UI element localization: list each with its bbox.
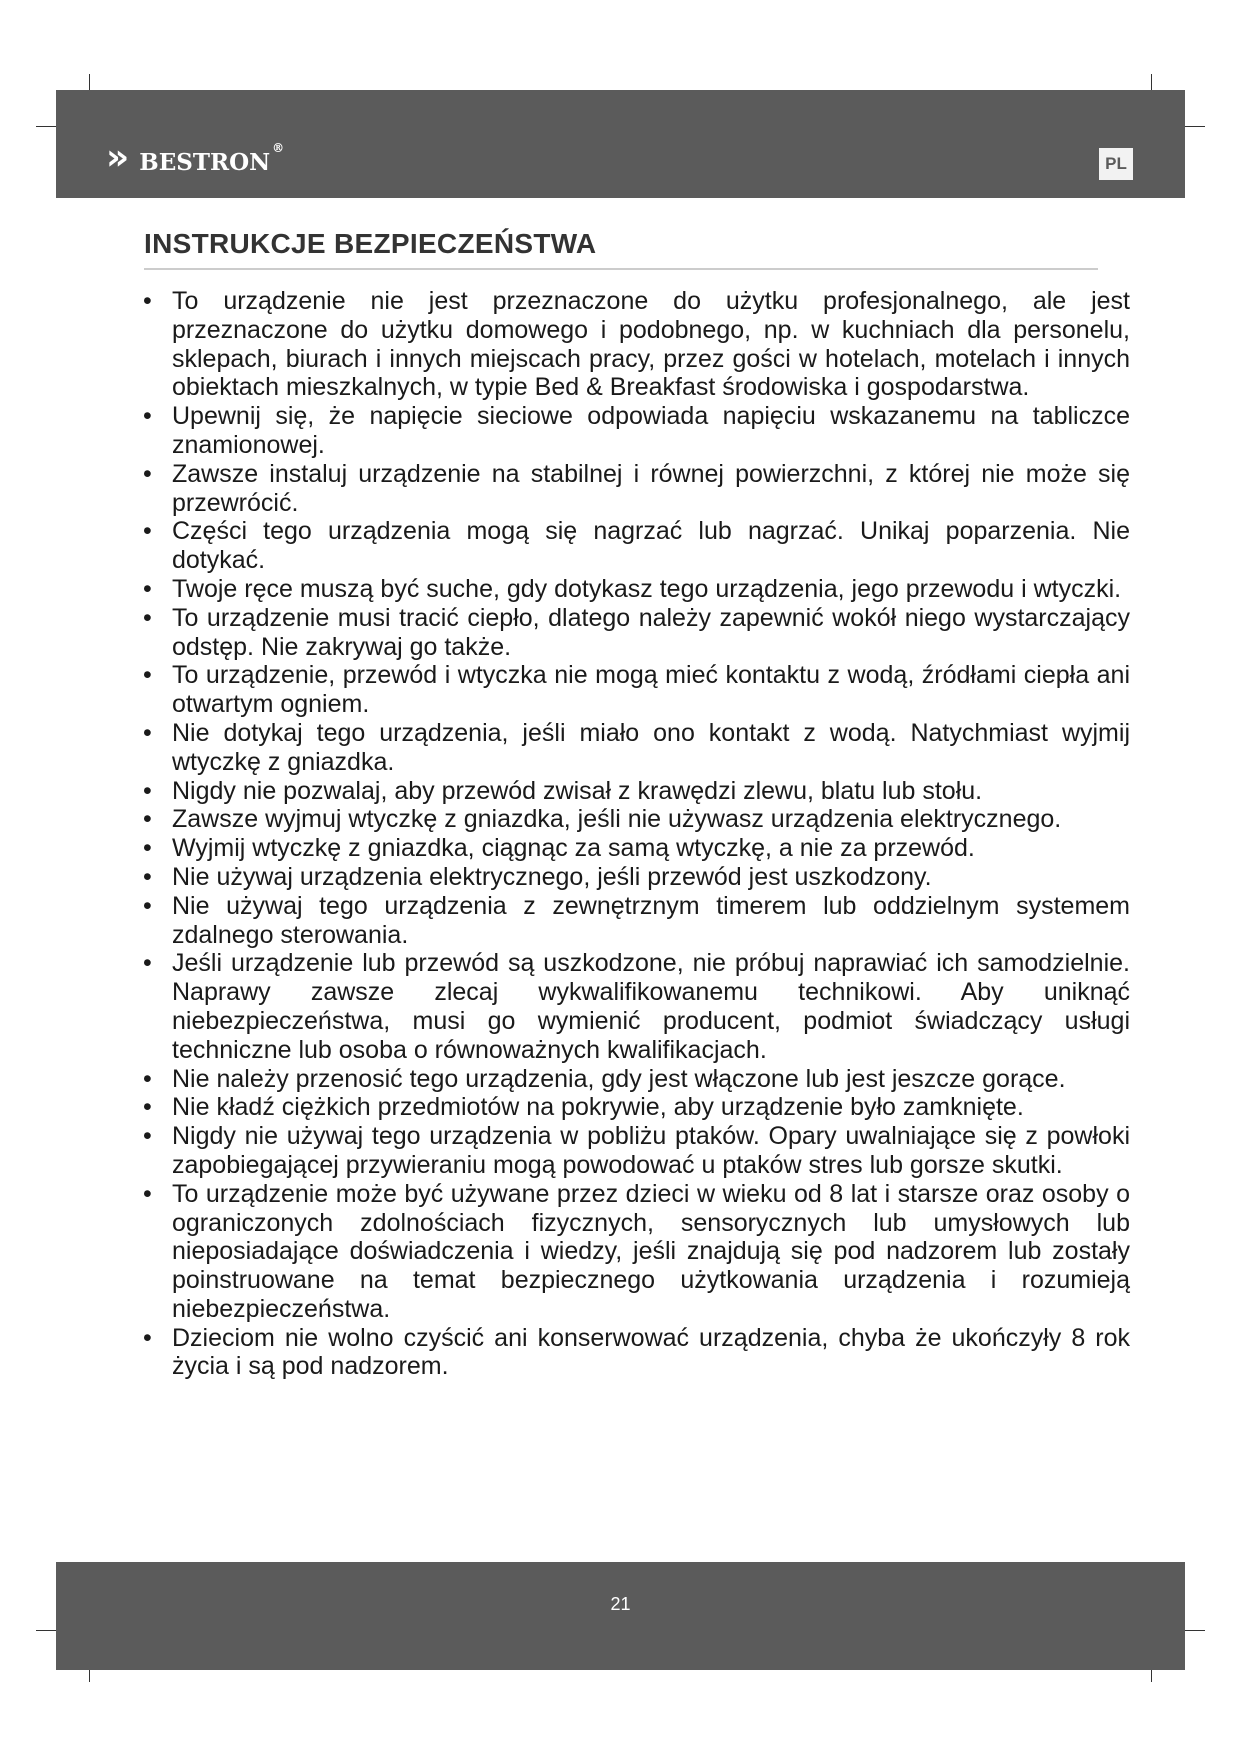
list-item: • Części tego urządzenia mogą się nagrzać lub nagrzać. Unikaj poparzenia. Nie dotykać. bbox=[140, 517, 1130, 575]
list-item: • Nigdy nie używaj tego urządzenia w pobliżu ptaków. Opary uwalniające się z powłoki zapobiegającej przywieraniu mogą powodować u ptaków stres lub gorsze skutki. bbox=[140, 1122, 1130, 1180]
brand-text: bestron bbox=[139, 138, 271, 178]
list-item: • Twoje ręce muszą być suche, gdy dotykasz tego urządzenia, jego przewodu i wtyczki. bbox=[140, 575, 1130, 604]
list-item: • To urządzenie, przewód i wtyczka nie mogą mieć kontaktu z wodą, źródłami ciepła ani otwartym ogniem. bbox=[140, 661, 1130, 719]
page-number: 21 bbox=[610, 1594, 631, 1614]
section-title: INSTRUKCJE BEZPIECZEŃSTWA bbox=[144, 228, 597, 259]
list-item: • Nie kładź ciężkich przedmiotów na pokrywie, aby urządzenie było zamknięte. bbox=[140, 1093, 1130, 1122]
list-item: • Nie należy przenosić tego urządzenia, gdy jest włączone lub jest jeszcze gorące. bbox=[140, 1065, 1130, 1094]
list-item: • Jeśli urządzenie lub przewód są uszkodzone, nie próbuj naprawiać ich samodzielnie. Naprawy zawsze zlecaj wykwalifikowanemu technikowi. Aby uniknąć niebezpieczeństwa, musi go wymienić producent, podmiot świadczący usługi techniczne lub osoba o równoważnych kwalifikacjach. bbox=[140, 949, 1130, 1064]
safety-instructions-list bbox=[140, 287, 1130, 1381]
list-item: • To urządzenie może być używane przez dzieci w wieku od 8 lat i starsze oraz osoby o ograniczonych zdolnościach fizycznych, sensorycznych lub umysłowych lub nieposiadające doświadczenia i wiedzy, jeśli znajdują się pod nadzorem lub zostały poinstruowane na temat bezpiecznego użytkowania urządzenia i rozumieją niebezpieczeństwa. bbox=[140, 1180, 1130, 1324]
list-item: • Nie używaj tego urządzenia z zewnętrznym timerem lub oddzielnym systemem zdalnego sterowania. bbox=[140, 892, 1130, 950]
list-item: • Wyjmij wtyczkę z gniazdka, ciągnąc za samą wtyczkę, a nie za przewód. bbox=[140, 834, 1130, 863]
list-item: • Nie używaj urządzenia elektrycznego, jeśli przewód jest uszkodzony. bbox=[140, 863, 1130, 892]
language-badge: PL bbox=[1099, 148, 1133, 180]
list-item: • Upewnij się, że napięcie sieciowe odpowiada napięciu wskazanemu na tabliczce znamionowej. bbox=[140, 402, 1130, 460]
list-item: • Dzieciom nie wolno czyścić ani konserwować urządzenia, chyba że ukończyły 8 rok życia i są pod nadzorem. bbox=[140, 1324, 1130, 1382]
list-item: • To urządzenie musi tracić ciepło, dlatego należy zapewnić wokół niego wystarczający odstęp. Nie zakrywaj go także. bbox=[140, 604, 1130, 662]
list-item: • To urządzenie nie jest przeznaczone do użytku profesjonalnego, ale jest przeznaczone do użytku domowego i podobnego, np. w kuchniach dla personelu, sklepach, biurach i innych miejscach pracy, przez gości w hotelach, motelach i innych obiektach mieszkalnych, w typie Bed & Breakfast środowiska i gospodarstwa. bbox=[140, 287, 1130, 402]
title-divider bbox=[144, 268, 1098, 270]
list-item: • Nigdy nie pozwalaj, aby przewód zwisał z krawędzi zlewu, blatu lub stołu. bbox=[140, 777, 1130, 806]
list-item: • Zawsze instaluj urządzenie na stabilnej i równej powierzchni, z której nie może się przewrócić. bbox=[140, 460, 1130, 518]
page-header bbox=[56, 90, 1185, 198]
chevron-logo-icon: » bbox=[106, 137, 122, 178]
list-item: • Zawsze wyjmuj wtyczkę z gniazdka, jeśli nie używasz urządzenia elektrycznego. bbox=[140, 805, 1130, 834]
bestron-logo bbox=[106, 137, 285, 178]
brand-name bbox=[139, 138, 285, 178]
registered-mark: ® bbox=[272, 140, 285, 155]
list-item: • Nie dotykaj tego urządzenia, jeśli miało ono kontakt z wodą. Natychmiast wyjmij wtyczkę z gniazdka. bbox=[140, 719, 1130, 777]
page-footer bbox=[56, 1562, 1185, 1670]
